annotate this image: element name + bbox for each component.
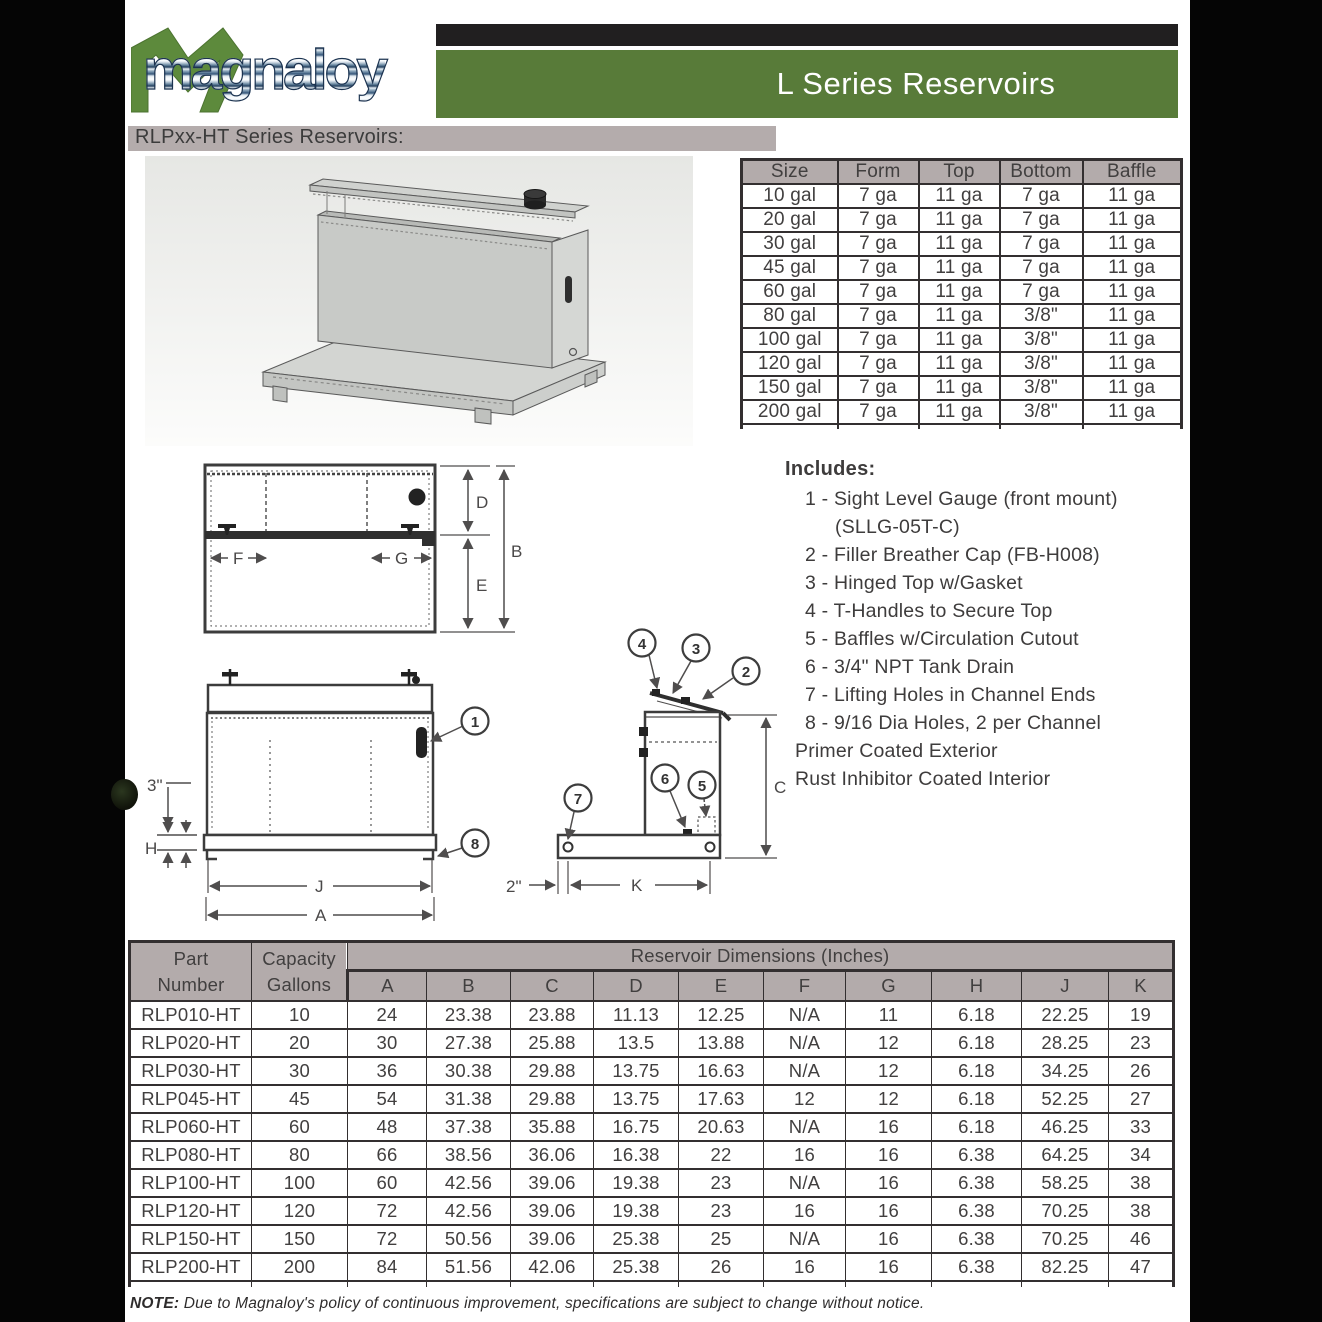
table-row [130,1085,1174,1113]
gauge-cell: 7 ga [838,352,919,376]
dims-cell: 66 [348,1141,427,1169]
dims-header-row-1 [130,942,1174,971]
dims-cell: 6.38 [932,1225,1022,1253]
sight-gauge-icon [416,727,427,758]
gauge-cell: 11 ga [1083,304,1182,328]
stub-cell [932,1281,1022,1287]
dims-cell: N/A [764,1001,846,1029]
dims-cell: 51.56 [427,1253,511,1281]
dims-cell: 46 [1109,1225,1174,1253]
gauge-cell: 7 ga [838,256,919,280]
stub-cell [742,424,838,429]
t-handle-icon [222,669,420,685]
dims-cell: 13.88 [679,1029,764,1057]
filler-cap-top-icon [409,489,426,506]
gauge-cell: 80 gal [742,304,838,328]
dims-cell: 25.88 [511,1029,594,1057]
dims-cell: 47 [1109,1253,1174,1281]
dims-cell: 36.06 [511,1141,594,1169]
gauge-cell: 11 ga [919,376,1000,400]
dims-cell: 150 [252,1225,348,1253]
gauge-cell: 7 ga [838,184,919,208]
dim-label-c: C [774,778,787,797]
stub-cell [511,1281,594,1287]
datasheet-page [125,0,1190,1322]
table-row [130,1169,1174,1197]
dims-cell: N/A [764,1029,846,1057]
dims-cell: 39.06 [511,1225,594,1253]
dims-span-header: Reservoir Dimensions (Inches) [348,942,1174,971]
stub-cell [427,1281,511,1287]
dims-cell: 54 [348,1085,427,1113]
includes-list [785,485,1197,793]
callout-5-number: 5 [697,778,707,795]
dims-cell: RLP060-HT [130,1113,252,1141]
includes-item: 7 - Lifting Holes in Channel Ends [805,684,1096,706]
gauge-cell: 11 ga [1083,184,1182,208]
dims-cell: 22 [679,1141,764,1169]
gauge-cell: 11 ga [919,184,1000,208]
dims-cell: 200 [252,1253,348,1281]
dims-cell: 26 [679,1253,764,1281]
table-row [130,1197,1174,1225]
includes-item: 8 - 9/16 Dia Holes, 2 per Channel [805,712,1102,734]
gauge-cell: 11 ga [1083,376,1182,400]
stub-cell [1022,1281,1109,1287]
gauge-cell: 11 ga [1083,208,1182,232]
dims-cell: 12 [764,1085,846,1113]
gauge-cell: 11 ga [919,256,1000,280]
dims-cell: 27.38 [427,1029,511,1057]
dims-cell: 19 [1109,1001,1174,1029]
gauge-table [740,158,1183,429]
includes-item: (SLLG-05T-C) [835,516,960,538]
dim-label-d: D [476,493,489,512]
dims-cell: 13.75 [594,1085,679,1113]
gauge-cell: 11 ga [1083,400,1182,424]
dims-cell: 82.25 [1022,1253,1109,1281]
dims-cell: 16 [846,1253,932,1281]
includes-heading: Includes: [785,458,876,480]
dims-cell: RLP080-HT [130,1141,252,1169]
gauge-cell: 11 ga [919,328,1000,352]
brand-logo-text: magnaloy [143,38,386,102]
filler-cap-icon [524,190,546,210]
dims-cell: 48 [348,1113,427,1141]
gauge-cell: 11 ga [919,400,1000,424]
dims-cell: 12 [846,1057,932,1085]
gauge-cell: 30 gal [742,232,838,256]
dims-cell: 19.38 [594,1169,679,1197]
dims-cell: 24 [348,1001,427,1029]
dims-cell: 13.5 [594,1029,679,1057]
dims-cell: 25 [679,1225,764,1253]
gauge-cell: 7 ga [838,400,919,424]
dims-cell: 22.25 [1022,1001,1109,1029]
dims-cell: 6.38 [932,1197,1022,1225]
callout-3-number: 3 [691,641,701,658]
dims-cell: RLP150-HT [130,1225,252,1253]
side-view-drawing [505,605,805,905]
callout-6-number: 6 [660,771,670,788]
dims-cell: 38.56 [427,1141,511,1169]
gauge-cell: 100 gal [742,328,838,352]
dims-cell: 11 [846,1001,932,1029]
gauge-cell: 11 ga [919,304,1000,328]
dims-cell: 60 [348,1169,427,1197]
dims-cell: 38 [1109,1169,1174,1197]
capacity-header-line1: Capacity [262,947,336,969]
table-row [742,328,1182,352]
gauge-col-bottom: Bottom [1000,160,1083,185]
dims-cell: 27 [1109,1085,1174,1113]
gauge-cell: 7 ga [1000,280,1083,304]
dimensions-table [128,940,1175,1287]
dim-label-3in: 3" [147,776,163,795]
dims-cell: 45 [252,1085,348,1113]
dims-cell: 36 [348,1057,427,1085]
dims-cell: 11.13 [594,1001,679,1029]
gauge-cell: 7 ga [838,280,919,304]
dims-cell: 34 [1109,1141,1174,1169]
dim-label-k: K [631,876,643,895]
dims-cell: 52.25 [1022,1085,1109,1113]
dims-col-g: G [846,971,932,1002]
section-heading-bar [128,126,776,151]
dims-cell: 6.38 [932,1253,1022,1281]
page-title: L Series Reservoirs [776,66,1056,101]
dims-cell: 80 [252,1141,348,1169]
dims-cell: 12 [846,1085,932,1113]
dims-cell: 50.56 [427,1225,511,1253]
dims-cell: 39.06 [511,1169,594,1197]
includes-item: Rust Inhibitor Coated Interior [795,768,1051,790]
dim-label-2in: 2" [506,877,522,896]
table-row [130,1001,1174,1029]
dims-cell: 31.38 [427,1085,511,1113]
lifting-hole-icon [564,843,573,852]
dims-cell: 6.18 [932,1057,1022,1085]
dim-label-b: B [511,542,523,561]
dims-cell: 6.38 [932,1169,1022,1197]
stub-cell [919,424,1000,429]
dims-cell: 39.06 [511,1197,594,1225]
gauge-cell: 7 ga [1000,256,1083,280]
dim-label-j: J [315,877,324,896]
dims-cell: 12.25 [679,1001,764,1029]
dim-label-g: G [395,549,409,568]
gauge-cell: 11 ga [1083,232,1182,256]
gauge-cell: 150 gal [742,376,838,400]
stub-cell [348,1281,427,1287]
gauge-cell: 3/8" [1000,352,1083,376]
dims-col-j: J [1022,971,1109,1002]
lifting-hole-icon [706,843,715,852]
dims-cell: 6.18 [932,1001,1022,1029]
dims-cell: 35.88 [511,1113,594,1141]
dims-cell: 13.75 [594,1057,679,1085]
table-row [130,1113,1174,1141]
table-row [742,256,1182,280]
dims-col-part-number [130,942,252,1002]
dims-cell: N/A [764,1057,846,1085]
dims-cell: RLP120-HT [130,1197,252,1225]
stub-cell [764,1281,846,1287]
dims-cell: 29.88 [511,1057,594,1085]
gauge-col-form: Form [838,160,919,185]
dims-cell: 16 [764,1253,846,1281]
gauge-cell: 7 ga [1000,184,1083,208]
includes-section [785,458,1197,793]
table-row [742,232,1182,256]
dims-cell: 84 [348,1253,427,1281]
part-header-line1: Part [173,947,209,969]
dims-cell: 30.38 [427,1057,511,1085]
dims-col-k: K [1109,971,1174,1002]
stub-cell [252,1281,348,1287]
dims-cell: 37.38 [427,1113,511,1141]
dims-col-h: H [932,971,1022,1002]
gauge-col-baffle: Baffle [1083,160,1182,185]
gauge-cell: 45 gal [742,256,838,280]
stub-cell [679,1281,764,1287]
callout-8-number: 8 [470,836,480,853]
stub-cell [838,424,919,429]
dims-cell: 16.38 [594,1141,679,1169]
gauge-cell: 11 ga [1083,280,1182,304]
series-banner [436,50,1178,118]
stub-cell [594,1281,679,1287]
includes-item: 1 - Sight Level Gauge (front mount) [805,488,1118,510]
gauge-cell: 11 ga [919,232,1000,256]
dims-cell: 20 [252,1029,348,1057]
table-row [742,376,1182,400]
dims-cell: 42.56 [427,1169,511,1197]
dims-col-c: C [511,971,594,1002]
dims-cell: 16 [846,1141,932,1169]
table-row [742,352,1182,376]
dims-cell: 33 [1109,1113,1174,1141]
dims-cell: 120 [252,1197,348,1225]
dims-cell: 23.38 [427,1001,511,1029]
brand-logo [131,26,433,122]
gauge-cell: 7 ga [838,376,919,400]
dims-col-d: D [594,971,679,1002]
dims-cell: 25.38 [594,1225,679,1253]
gauge-cell: 11 ga [919,208,1000,232]
dims-col-e: E [679,971,764,1002]
gauge-cell: 7 ga [1000,232,1083,256]
includes-item: Primer Coated Exterior [795,740,998,762]
gauge-cell: 120 gal [742,352,838,376]
table-row [130,1141,1174,1169]
dims-cell: RLP045-HT [130,1085,252,1113]
stub-cell [1109,1281,1174,1287]
dims-cell: 30 [348,1029,427,1057]
includes-item: 5 - Baffles w/Circulation Cutout [805,628,1079,650]
dims-cell: 16 [846,1197,932,1225]
page-edge-hole [111,779,138,810]
section-heading: RLPxx-HT Series Reservoirs: [135,126,404,148]
dims-col-f: F [764,971,846,1002]
stub-cell [846,1281,932,1287]
front-view-drawing [135,655,535,940]
dims-cell: 34.25 [1022,1057,1109,1085]
dims-cell: 100 [252,1169,348,1197]
gauge-cell: 3/8" [1000,304,1083,328]
table-row [742,400,1182,424]
gauge-cell: 7 ga [838,304,919,328]
dims-cell: 38 [1109,1197,1174,1225]
dims-cell: 16 [846,1225,932,1253]
table-row [130,1225,1174,1253]
dims-cell: 42.06 [511,1253,594,1281]
callout-4-number: 4 [637,636,647,653]
table-row [742,184,1182,208]
gauge-cell: 11 ga [1083,328,1182,352]
dims-cell: 17.63 [679,1085,764,1113]
includes-item: 6 - 3/4" NPT Tank Drain [805,656,1015,678]
dim-label-a: A [315,906,327,925]
top-view-drawing [200,458,530,648]
stub-cell [130,1281,252,1287]
gauge-cell: 11 ga [919,352,1000,376]
gauge-cell: 3/8" [1000,376,1083,400]
includes-item: 2 - Filler Breather Cap (FB-H008) [805,544,1100,566]
dims-cell: 70.25 [1022,1225,1109,1253]
table-row [130,1253,1174,1281]
sight-gauge-icon [565,276,572,303]
includes-item: 4 - T-Handles to Secure Top [805,600,1053,622]
dims-cell: 16 [846,1113,932,1141]
gauge-cell: 60 gal [742,280,838,304]
callout-1-number: 1 [470,714,480,731]
dims-cell: 72 [348,1225,427,1253]
gauge-cell: 7 ga [838,328,919,352]
table-bottom-stub [742,424,1182,429]
dims-col-a: A [348,971,427,1002]
dims-cell: 29.88 [511,1085,594,1113]
table-row [130,1057,1174,1085]
dims-cell: RLP030-HT [130,1057,252,1085]
dims-cell: 23 [1109,1029,1174,1057]
gauge-cell: 11 ga [1083,256,1182,280]
dims-cell: 6.18 [932,1085,1022,1113]
footnote [130,1295,1175,1313]
dims-cell: 6.38 [932,1141,1022,1169]
footnote-label: NOTE: [130,1295,180,1312]
dim-label-h: H [145,839,158,858]
gauge-cell: 10 gal [742,184,838,208]
dims-cell: 26 [1109,1057,1174,1085]
gauge-cell: 7 ga [1000,208,1083,232]
dims-cell: N/A [764,1113,846,1141]
gauge-header-row [742,160,1182,185]
dim-label-e: E [476,576,488,595]
capacity-header-line2: Gallons [266,973,332,995]
dims-cell: RLP010-HT [130,1001,252,1029]
dims-cell: 64.25 [1022,1141,1109,1169]
dims-cell: 28.25 [1022,1029,1109,1057]
dims-cell: 30 [252,1057,348,1085]
dims-cell: N/A [764,1225,846,1253]
dims-cell: 20.63 [679,1113,764,1141]
gauge-cell: 20 gal [742,208,838,232]
part-header-line2: Number [157,973,225,995]
dims-cell: 16 [846,1169,932,1197]
top-black-bar [436,24,1178,46]
gauge-cell: 7 ga [838,208,919,232]
table-bottom-stub [130,1281,1174,1287]
table-row [742,280,1182,304]
dims-cell: 16.75 [594,1113,679,1141]
dims-cell: N/A [764,1169,846,1197]
gauge-cell: 11 ga [1083,352,1182,376]
table-row [742,304,1182,328]
dims-cell: 6.18 [932,1113,1022,1141]
dims-cell: 19.38 [594,1197,679,1225]
stub-cell [1083,424,1182,429]
dims-cell: 23 [679,1197,764,1225]
dims-cell: 6.18 [932,1029,1022,1057]
dims-cell: 60 [252,1113,348,1141]
dims-cell: 23 [679,1169,764,1197]
dims-cell: 12 [846,1029,932,1057]
dims-cell: 10 [252,1001,348,1029]
dims-cell: 16 [764,1141,846,1169]
dims-cell: RLP200-HT [130,1253,252,1281]
gauge-cell: 7 ga [838,232,919,256]
callout-2-number: 2 [741,664,751,681]
reservoir-3d-render [145,156,693,446]
gauge-cell: 11 ga [919,280,1000,304]
dims-col-b: B [427,971,511,1002]
dims-cell: 46.25 [1022,1113,1109,1141]
dims-cell: 16.63 [679,1057,764,1085]
dims-cell: 72 [348,1197,427,1225]
includes-item: 3 - Hinged Top w/Gasket [805,572,1023,594]
gauge-cell: 3/8" [1000,400,1083,424]
dims-cell: 42.56 [427,1197,511,1225]
gauge-col-size: Size [742,160,838,185]
dims-col-capacity [252,942,348,1002]
dims-cell: 23.88 [511,1001,594,1029]
callout-7-number: 7 [573,791,583,808]
footnote-text: Due to Magnaloy's policy of continuous improvement, specifications are subject to change without notice. [179,1295,925,1312]
dims-cell: 58.25 [1022,1169,1109,1197]
dims-cell: RLP020-HT [130,1029,252,1057]
dims-cell: 70.25 [1022,1197,1109,1225]
dims-cell: 25.38 [594,1253,679,1281]
table-row [742,208,1182,232]
dims-cell: RLP100-HT [130,1169,252,1197]
gauge-cell: 3/8" [1000,328,1083,352]
gauge-cell: 200 gal [742,400,838,424]
dim-label-f: F [233,549,244,568]
gauge-col-top: Top [919,160,1000,185]
stub-cell [1000,424,1083,429]
table-row [130,1029,1174,1057]
dims-cell: 16 [764,1197,846,1225]
